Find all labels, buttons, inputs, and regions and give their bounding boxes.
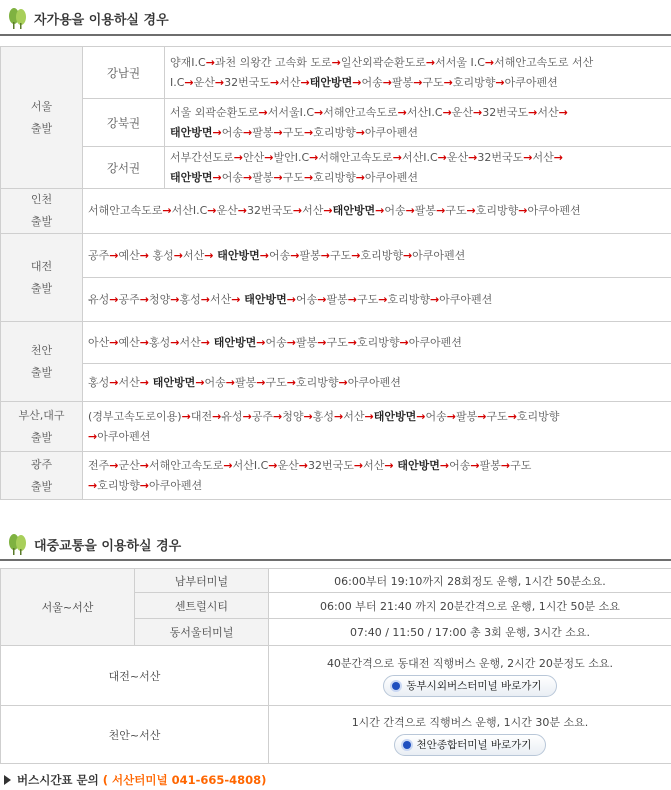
arrow-icon: → xyxy=(442,105,452,119)
arrow-icon: → xyxy=(558,105,568,119)
arrow-icon: → xyxy=(286,375,296,389)
triangle-bullet-icon xyxy=(4,775,11,785)
terminal-name: 남부터미널 xyxy=(135,569,269,593)
arrow-icon: → xyxy=(384,458,394,472)
route-segment: 전주 xyxy=(88,458,110,472)
route-segment: 호리방향 xyxy=(452,75,496,89)
route-segment: 구도 xyxy=(422,75,444,89)
arrow-icon: → xyxy=(351,248,361,262)
route-segment: 서산I.C xyxy=(406,105,443,119)
arrow-icon: → xyxy=(300,75,310,89)
arrow-icon: → xyxy=(317,335,327,349)
arrow-icon: → xyxy=(139,478,149,492)
route-segment: 홍성 xyxy=(88,375,110,389)
route-segment: 어송 xyxy=(361,75,383,89)
route-segment: 구도 xyxy=(356,292,379,306)
route-highlight: 태안방면 xyxy=(393,458,440,472)
route-segment: 32번국도 xyxy=(247,204,293,217)
route-segment: 서산 xyxy=(118,375,140,389)
arrow-icon: → xyxy=(429,292,440,306)
route-segment: 서산 xyxy=(209,292,232,306)
route-segment: 청양 xyxy=(148,292,171,306)
route-segment: 군산 xyxy=(118,458,140,472)
arrow-icon: → xyxy=(273,170,283,184)
arrow-icon: → xyxy=(273,125,283,139)
route-segment: 서산I.C xyxy=(232,458,269,472)
route-segment: 홍성 xyxy=(312,409,335,423)
route-text xyxy=(83,189,671,234)
arrow-icon: → xyxy=(439,458,450,472)
route-line xyxy=(88,246,666,266)
arrow-icon: → xyxy=(518,204,528,217)
route-line xyxy=(88,456,666,476)
arrow-icon: → xyxy=(243,170,253,184)
car-route-table xyxy=(0,46,671,500)
terminal-contact: ( 서산터미널 041-665-4808) xyxy=(102,773,267,787)
route-line xyxy=(170,168,666,188)
arrow-icon: → xyxy=(214,75,225,89)
schedule-info: 1시간 간격으로 직행버스 운행, 1시간 30분 소요. xyxy=(351,715,589,729)
arrow-icon: → xyxy=(495,75,505,89)
route-segment: 아쿠아펜션 xyxy=(527,204,581,217)
route-label: 서울~서산 xyxy=(1,569,135,646)
bullet-icon xyxy=(403,741,411,749)
route-highlight: 태안방면 xyxy=(170,125,213,139)
route-segment: 팔봉 xyxy=(326,292,348,306)
route-segment: 아쿠아펜션 xyxy=(408,335,462,349)
route-segment: 청양 xyxy=(282,409,304,423)
route-text xyxy=(83,452,671,500)
route-segment: 호리방향 xyxy=(313,170,356,184)
route-highlight: 태안방면 xyxy=(209,335,257,349)
arrow-icon: → xyxy=(303,409,313,423)
route-segment: 운산 xyxy=(277,458,299,472)
arrow-icon: → xyxy=(256,335,266,349)
route-text xyxy=(83,402,671,452)
route-label: 대전~서산 xyxy=(1,646,269,706)
leaf-icon xyxy=(6,6,28,30)
arrow-icon: → xyxy=(309,150,319,164)
route-text xyxy=(165,147,671,189)
arrow-icon: → xyxy=(399,335,409,349)
route-segment: 어송 xyxy=(204,375,226,389)
arrow-icon: → xyxy=(139,375,149,389)
route-segment: 어송 xyxy=(221,170,243,184)
route-segment: 어송 xyxy=(265,335,287,349)
route-segment: 아쿠아펜션 xyxy=(347,375,401,389)
region-seoul: 서울 출발 xyxy=(1,47,83,189)
arrow-icon: → xyxy=(468,150,478,164)
route-segment: 서산 xyxy=(537,105,559,119)
route-segment: 서부간선도로 xyxy=(170,150,234,164)
route-segment: 구도 xyxy=(445,204,467,217)
region-daejeon: 대전 출발 xyxy=(1,234,83,322)
route-line xyxy=(170,73,666,93)
route-line xyxy=(170,53,666,73)
schedule-info: 06:00부터 19:10까지 28회정도 운행, 1시간 50분소요. xyxy=(269,569,671,593)
section-title-transit xyxy=(0,530,671,558)
arrow-icon: → xyxy=(416,409,426,423)
route-segment: 32번국도 xyxy=(224,75,270,89)
terminal-name: 동서울터미널 xyxy=(135,619,269,646)
region-gwangju: 광주 출발 xyxy=(1,452,83,500)
region-busan-daegu: 부산,대구 출발 xyxy=(1,402,83,452)
route-segment: 구도 xyxy=(282,125,304,139)
route-segment: 서울 외곽순환도로 xyxy=(170,105,259,119)
route-segment: 예산 xyxy=(118,248,140,262)
arrow-icon: → xyxy=(256,375,266,389)
route-segment: 양재I.C xyxy=(170,55,206,69)
arrow-icon: → xyxy=(405,204,415,217)
schedule-info: 06:00 부터 21:40 까지 20분간격으로 운행, 1시간 50분 소요 xyxy=(269,593,671,619)
arrow-icon: → xyxy=(331,55,341,69)
route-segment: 호리방향 xyxy=(97,478,140,492)
route-line xyxy=(170,123,666,143)
route-segment: 서산 xyxy=(179,335,201,349)
arrow-icon: → xyxy=(528,105,538,119)
route-segment: 서산I.C xyxy=(401,150,438,164)
arrow-icon: → xyxy=(200,292,210,306)
route-segment: 아쿠아펜션 xyxy=(504,75,558,89)
arrow-icon: → xyxy=(200,335,210,349)
arrow-icon: → xyxy=(413,75,423,89)
arrow-icon: → xyxy=(323,204,333,217)
region-cheonan: 천안 출발 xyxy=(1,322,83,402)
route-segment: 운산 xyxy=(193,75,215,89)
route-highlight: 태안방면 xyxy=(240,292,287,306)
arrow-icon: → xyxy=(243,125,253,139)
route-segment: 32번국도 xyxy=(477,150,524,164)
arrow-icon: → xyxy=(258,105,268,119)
route-line xyxy=(88,290,666,310)
section-divider xyxy=(0,559,671,561)
arrow-icon: → xyxy=(292,204,303,217)
route-segment: 어송 xyxy=(425,409,447,423)
route-segment: 구도 xyxy=(486,409,508,423)
route-segment: 운산 xyxy=(451,105,474,119)
bullet-icon xyxy=(392,682,400,690)
route-segment: 구도 xyxy=(329,248,352,262)
arrow-icon: → xyxy=(139,335,149,349)
arrow-icon: → xyxy=(382,75,392,89)
route-segment: 32번국도 xyxy=(482,105,529,119)
route-text xyxy=(165,99,671,147)
arrow-icon: → xyxy=(355,170,365,184)
terminal-name: 센트럴시티 xyxy=(135,593,269,619)
route-text xyxy=(83,322,671,364)
route-segment: 아쿠아펜션 xyxy=(364,170,419,184)
route-segment: 운산 xyxy=(446,150,469,164)
route-segment: 서해안고속도로 서산 xyxy=(494,55,594,69)
route-segment: 아쿠아펜션 xyxy=(148,478,203,492)
section-divider xyxy=(0,34,671,36)
route-segment: 서산 xyxy=(532,150,554,164)
arrow-icon: → xyxy=(231,292,241,306)
arrow-icon: → xyxy=(170,292,180,306)
arrow-icon: → xyxy=(364,409,374,423)
arrow-icon: → xyxy=(303,170,314,184)
route-segment: 호리방향 xyxy=(475,204,519,217)
route-text xyxy=(165,47,671,99)
arrow-icon: → xyxy=(317,292,327,306)
route-segment: 팔봉 xyxy=(455,409,478,423)
arrow-icon: → xyxy=(268,458,278,472)
route-line xyxy=(88,407,666,427)
route-segment: 홍성 xyxy=(148,335,171,349)
route-segment: 어송 xyxy=(295,292,318,306)
arrow-icon: → xyxy=(378,292,388,306)
arrow-icon: → xyxy=(212,125,222,139)
route-segment: 홍성 xyxy=(179,292,201,306)
route-segment: 서산 xyxy=(182,248,205,262)
arrow-icon: → xyxy=(470,458,480,472)
arrow-icon: → xyxy=(314,105,324,119)
route-segment: 팔봉 xyxy=(252,125,274,139)
arrow-icon: → xyxy=(109,458,119,472)
arrow-icon: → xyxy=(402,248,413,262)
arrow-icon: → xyxy=(109,335,119,349)
route-line xyxy=(88,201,666,221)
schedule-cell xyxy=(269,706,671,764)
route-segment: 어송 xyxy=(449,458,471,472)
section-title-text: 자가용을 이용하실 경우 xyxy=(34,12,169,28)
arrow-icon: → xyxy=(392,150,402,164)
arrow-icon: → xyxy=(88,478,98,492)
route-segment: 서산 xyxy=(302,204,324,217)
arrow-icon: → xyxy=(507,409,517,423)
arrow-icon: → xyxy=(273,409,283,423)
dongbu-terminal-link-button[interactable]: 동부시외버스터미널 바로가기 xyxy=(383,675,556,697)
route-segment: 아쿠아펜션 xyxy=(364,125,419,139)
arrow-icon: → xyxy=(212,170,222,184)
arrow-icon: → xyxy=(264,150,274,164)
route-highlight: 태안방면 xyxy=(213,248,260,262)
arrow-icon: → xyxy=(437,150,447,164)
arrow-icon: → xyxy=(204,248,214,262)
region-incheon: 인천 출발 xyxy=(1,189,83,234)
route-segment: 팔봉 xyxy=(252,170,274,184)
arrow-icon: → xyxy=(446,409,456,423)
arrow-icon: → xyxy=(500,458,511,472)
route-segment: 홍성 xyxy=(148,248,174,262)
route-segment: 아쿠아펜션 xyxy=(439,292,493,306)
subregion-gangbuk: 강북권 xyxy=(83,99,165,147)
inquiry-label: 버스시간표 문의 xyxy=(17,773,99,787)
arrow-icon: → xyxy=(139,458,149,472)
schedule-info: 40분간격으로 동대전 직행버스 운행, 2시간 20분정도 소요. xyxy=(326,656,614,670)
route-segment: 공주 xyxy=(251,409,274,423)
route-segment: (경부고속도로이용) xyxy=(88,409,182,423)
route-line xyxy=(170,103,666,123)
route-segment: 서산 xyxy=(343,409,365,423)
arrow-icon: → xyxy=(484,55,495,69)
route-segment: 서서울I.C xyxy=(267,105,315,119)
arrow-icon: → xyxy=(242,409,252,423)
route-segment: 구도 xyxy=(510,458,532,472)
route-segment: 팔봉 xyxy=(235,375,257,389)
route-segment: 호리방향 xyxy=(516,409,560,423)
route-segment: 서산 xyxy=(363,458,385,472)
arrow-icon: → xyxy=(270,75,280,89)
route-segment: 팔봉 xyxy=(479,458,501,472)
arrow-icon: → xyxy=(397,105,407,119)
arrow-icon: → xyxy=(88,429,98,443)
route-segment: 아산 xyxy=(88,335,110,349)
route-segment: 아쿠아펜션 xyxy=(97,429,151,443)
route-text xyxy=(83,364,671,402)
arrow-icon: → xyxy=(109,292,119,306)
arrow-icon: → xyxy=(139,292,149,306)
arrow-icon: → xyxy=(109,248,119,262)
arrow-icon: → xyxy=(553,150,563,164)
arrow-icon: → xyxy=(212,409,222,423)
route-segment: 유성 xyxy=(221,409,243,423)
arrow-icon: → xyxy=(298,458,308,472)
route-segment: 호리방향 xyxy=(387,292,430,306)
arrow-icon: → xyxy=(347,292,357,306)
arrow-icon: → xyxy=(233,150,243,164)
bus-schedule-inquiry xyxy=(4,772,266,788)
route-segment: 서해안고속도로 xyxy=(318,150,393,164)
route-segment: 공주 xyxy=(118,292,140,306)
route-highlight: 태안방면 xyxy=(148,375,196,389)
arrow-icon: → xyxy=(425,55,436,69)
arrow-icon: → xyxy=(477,409,487,423)
route-text xyxy=(83,278,671,322)
route-highlight: 태안방면 xyxy=(170,170,213,184)
route-segment: 호리방향 xyxy=(356,335,400,349)
route-segment: 어송 xyxy=(268,248,291,262)
route-line xyxy=(88,427,666,447)
arrow-icon: → xyxy=(286,292,296,306)
route-segment: 유성 xyxy=(88,292,110,306)
route-segment: 구도 xyxy=(265,375,287,389)
schedule-info: 07:40 / 11:50 / 17:00 총 3회 운행, 3시간 소요. xyxy=(269,619,671,646)
route-segment: 구도 xyxy=(326,335,348,349)
route-segment: 어송 xyxy=(384,204,406,217)
section-title-text: 대중교통을 이용하실 경우 xyxy=(34,538,182,554)
route-segment: 호리방향 xyxy=(313,125,356,139)
arrow-icon: → xyxy=(207,204,217,217)
route-segment: 팔봉 xyxy=(295,335,318,349)
arrow-icon: → xyxy=(436,204,446,217)
arrow-icon: → xyxy=(173,248,183,262)
route-line xyxy=(88,333,666,353)
route-segment: 발안I.C xyxy=(273,150,310,164)
arrow-icon: → xyxy=(259,248,269,262)
route-highlight: 태안방면 xyxy=(309,75,353,89)
arrow-icon: → xyxy=(184,75,194,89)
route-segment: 서산I.C xyxy=(171,204,208,217)
route-text xyxy=(83,234,671,278)
route-segment: 서해안고속도로 xyxy=(88,204,163,217)
route-segment: 안산 xyxy=(242,150,265,164)
route-segment: I.C xyxy=(170,75,185,89)
arrow-icon: → xyxy=(353,458,364,472)
arrow-icon: → xyxy=(109,375,119,389)
route-line xyxy=(88,373,666,393)
transit-table xyxy=(0,568,671,764)
subregion-gangseo: 강서권 xyxy=(83,147,165,189)
route-segment: 예산 xyxy=(118,335,140,349)
cheonan-terminal-link-button[interactable]: 천안종합터미널 바로가기 xyxy=(394,734,547,756)
arrow-icon: → xyxy=(352,75,362,89)
route-segment: 일산외곽순환도로 xyxy=(340,55,426,69)
route-segment: 과천 의왕간 고속화 도로 xyxy=(214,55,332,69)
route-line xyxy=(88,476,666,496)
arrow-icon: → xyxy=(334,409,344,423)
arrow-icon: → xyxy=(181,409,191,423)
schedule-cell xyxy=(269,646,671,706)
route-highlight: 태안방면 xyxy=(332,204,376,217)
route-segment: 대전 xyxy=(190,409,213,423)
arrow-icon: → xyxy=(473,105,483,119)
arrow-icon: → xyxy=(523,150,533,164)
arrow-icon: → xyxy=(205,55,215,69)
arrow-icon: → xyxy=(466,204,476,217)
route-label: 천안~서산 xyxy=(1,706,269,764)
route-segment: 아쿠아펜션 xyxy=(412,248,466,262)
arrow-icon: → xyxy=(303,125,314,139)
arrow-icon: → xyxy=(225,375,236,389)
route-line xyxy=(170,148,666,168)
section-title-car xyxy=(0,4,671,32)
route-highlight: 태안방면 xyxy=(373,409,417,423)
route-segment: 공주 xyxy=(88,248,110,262)
arrow-icon: → xyxy=(338,375,348,389)
arrow-icon: → xyxy=(223,458,233,472)
route-segment: 서서울 I.C xyxy=(435,55,485,69)
route-segment: 호리방향 xyxy=(360,248,403,262)
arrow-icon: → xyxy=(286,335,296,349)
arrow-icon: → xyxy=(443,75,453,89)
route-segment: 서산 xyxy=(279,75,301,89)
arrow-icon: → xyxy=(237,204,247,217)
route-segment: 팔봉 xyxy=(391,75,414,89)
arrow-icon: → xyxy=(139,248,149,262)
leaf-icon xyxy=(6,532,28,556)
arrow-icon: → xyxy=(170,335,180,349)
route-segment: 32번국도 xyxy=(307,458,354,472)
route-segment: 서해안고속도로 xyxy=(148,458,224,472)
arrow-icon: → xyxy=(320,248,330,262)
subregion-gangnam: 강남권 xyxy=(83,47,165,99)
route-segment: 운산 xyxy=(216,204,238,217)
route-segment: 구도 xyxy=(282,170,304,184)
arrow-icon: → xyxy=(162,204,172,217)
route-segment: 서해안고속도로 xyxy=(323,105,398,119)
arrow-icon: → xyxy=(195,375,205,389)
arrow-icon: → xyxy=(355,125,365,139)
arrow-icon: → xyxy=(375,204,385,217)
arrow-icon: → xyxy=(347,335,357,349)
route-segment: 팔봉 xyxy=(299,248,321,262)
route-segment: 어송 xyxy=(221,125,243,139)
route-segment: 팔봉 xyxy=(414,204,437,217)
route-segment: 호리방향 xyxy=(295,375,339,389)
arrow-icon: → xyxy=(290,248,300,262)
